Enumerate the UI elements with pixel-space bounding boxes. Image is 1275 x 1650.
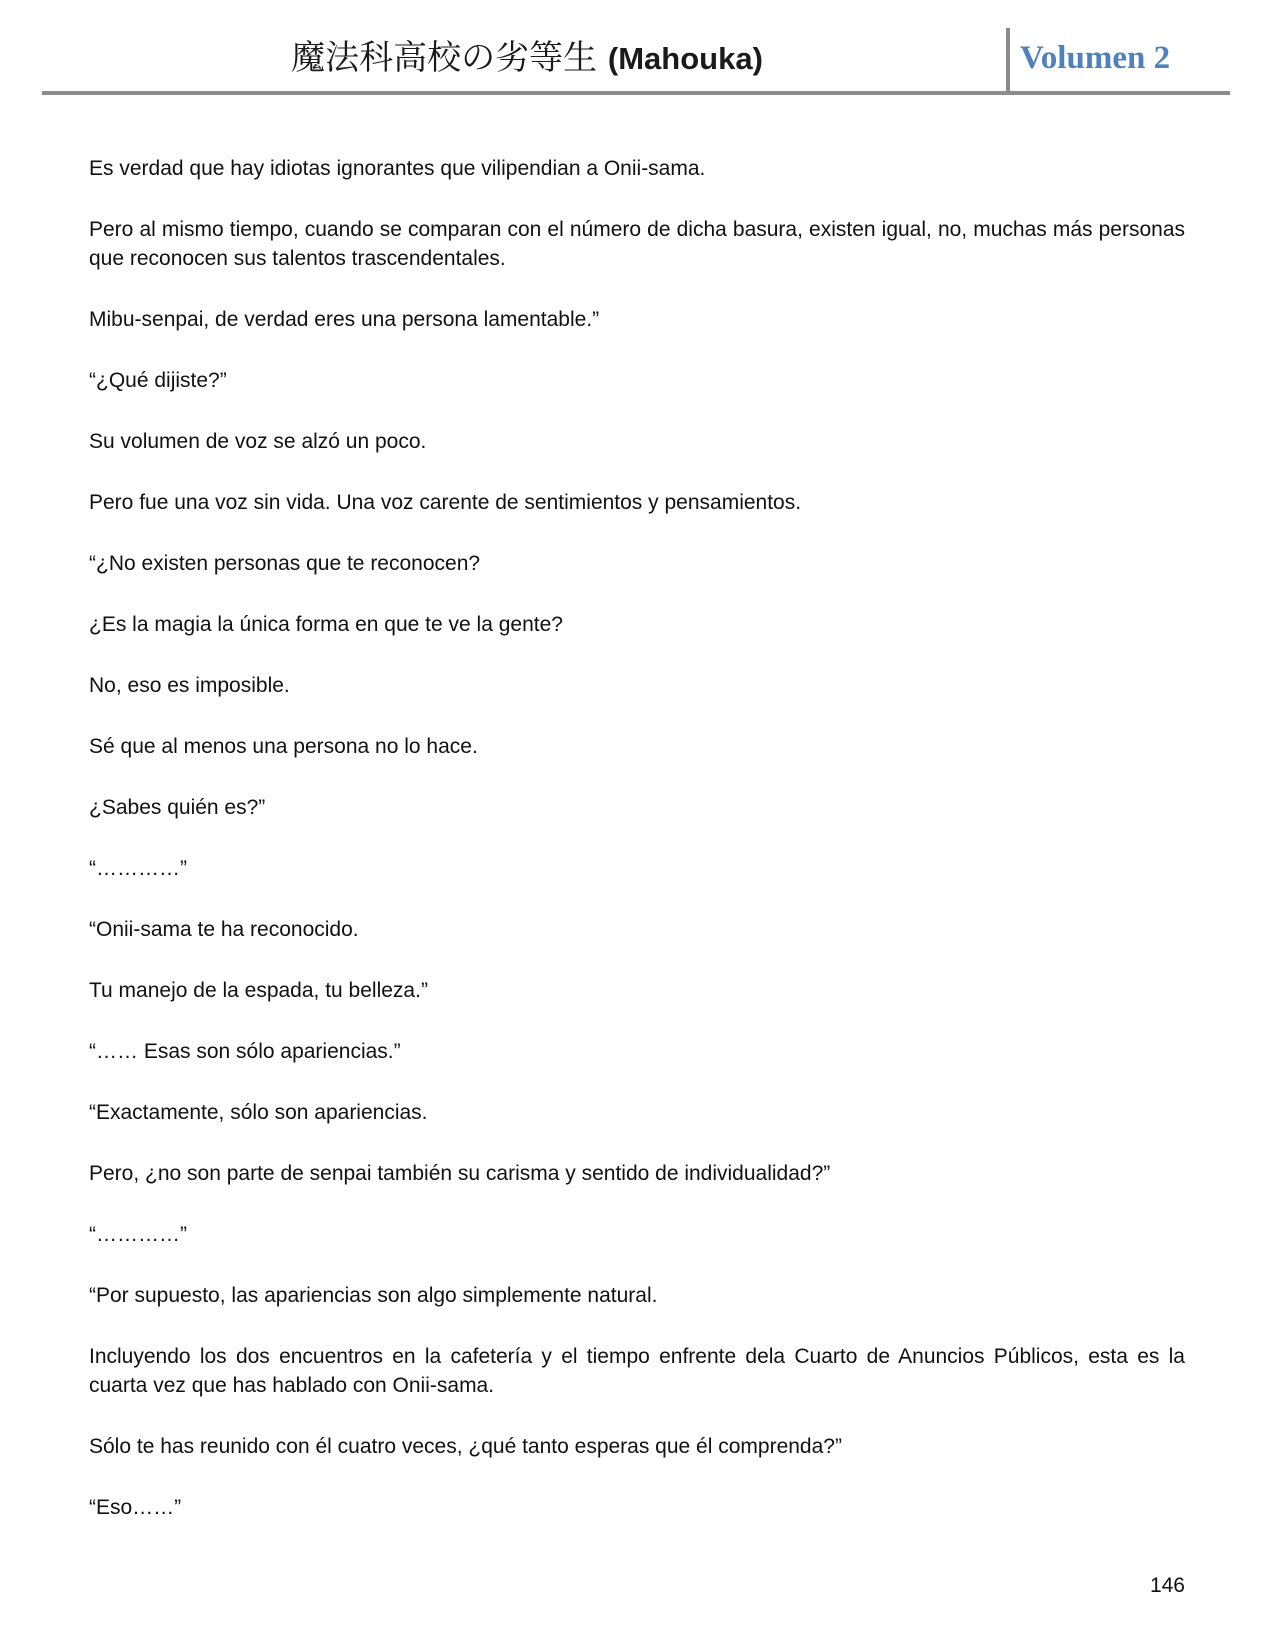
page-body <box>89 154 1185 1554</box>
paragraph: “¿No existen personas que te reconocen? <box>89 552 481 575</box>
paragraph: Sólo te has reunido con él cuatro veces, ¿qué tanto esperas que él comprenda?” <box>89 1435 842 1458</box>
paragraph: ¿Es la magia la única forma en que te ve la gente? <box>89 613 563 636</box>
paragraph: Sé que al menos una persona no lo hace. <box>89 735 478 758</box>
paragraph: Es verdad que hay idiotas ignorantes que vilipendian a Onii-sama. <box>89 157 706 180</box>
header-rule <box>42 91 1230 95</box>
paragraph: Tu manejo de la espada, tu belleza.” <box>89 979 428 1002</box>
paragraph: Pero al mismo tiempo, cuando se comparan con el número de dicha basura, existen igual, no, muchas más personas que reconocen sus talentos trascendentales. <box>89 218 1185 270</box>
paragraph: Incluyendo los dos encuentros en la cafetería y el tiempo enfrente dela Cuarto de Anuncios Públicos, esta es la cuarta vez que has hablado con Onii-sama. <box>89 1345 1185 1397</box>
paragraph: Su volumen de voz se alzó un poco. <box>89 430 427 453</box>
book-title-japanese: 魔法科高校の劣等生 <box>291 38 598 78</box>
paragraph: “…………” <box>89 1223 187 1246</box>
header-divider <box>1006 28 1010 92</box>
paragraph: Pero fue una voz sin vida. Una voz carente de sentimientos y pensamientos. <box>89 491 802 514</box>
page-header <box>42 28 1230 94</box>
paragraph: “Exactamente, sólo son apariencias. <box>89 1101 428 1124</box>
book-title-romanized: (Mahouka) <box>607 41 763 76</box>
paragraph: “Onii-sama te ha reconocido. <box>89 918 359 941</box>
paragraph: No, eso es imposible. <box>89 674 290 697</box>
paragraph: “¿Qué dijiste?” <box>89 369 227 392</box>
paragraph: Pero, ¿no son parte de senpai también su carisma y sentido de individualidad?” <box>89 1162 831 1185</box>
paragraph: “…… Esas son sólo apariencias.” <box>89 1040 401 1063</box>
book-title <box>42 36 1012 81</box>
page-number: 146 <box>1149 1574 1185 1597</box>
paragraph: “…………” <box>89 857 187 880</box>
paragraph: “Eso……” <box>89 1496 182 1519</box>
paragraph: “Por supuesto, las apariencias son algo simplemente natural. <box>89 1284 658 1307</box>
paragraph: ¿Sabes quién es?” <box>89 796 266 819</box>
volume-label: Volumen 2 <box>1020 40 1171 76</box>
paragraph: Mibu-senpai, de verdad eres una persona lamentable.” <box>89 308 600 331</box>
